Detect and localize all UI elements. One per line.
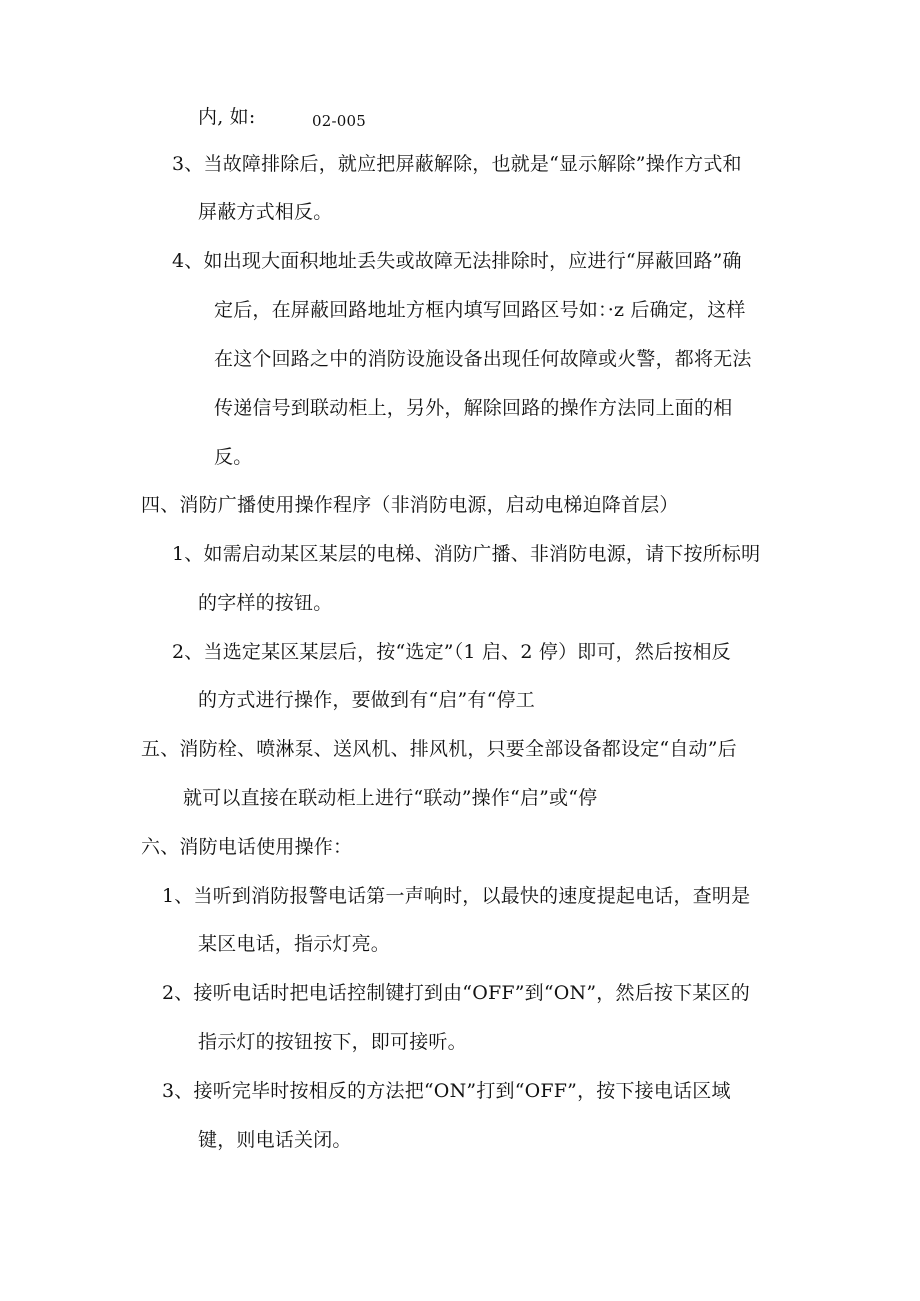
text-line-18: 某区电话，指示灯亮。: [198, 933, 391, 955]
text-line-1-label: 内, 如:: [198, 106, 256, 128]
text-line-9: 四、消防广播使用操作程序（非消防电源，启动电梯迫降首层）: [141, 494, 679, 516]
text-line-3: 屏蔽方式相反。: [198, 201, 333, 223]
text-line-22: 键，则电话关闭。: [198, 1129, 352, 1151]
text-line-6: 在这个回路之中的消防设施设备出现任何故障或火警，都将无法: [214, 348, 752, 370]
text-line-8: 反。: [214, 446, 253, 468]
text-line-13: 的方式进行操作，要做到有“启”有“停工: [198, 689, 535, 711]
text-line-19: 2、接听电话时把电话控制键打到由“OFF”到“ON”，然后按下某区的: [162, 982, 750, 1004]
text-line-21: 3、接听完毕时按相反的方法把“ON”打到“OFF”，按下接电话区域: [162, 1080, 731, 1102]
text-line-20: 指示灯的按钮按下，即可接听。: [198, 1031, 467, 1053]
text-line-5: 定后，在屏蔽回路地址方框内填写回路区号如：·z 后确定，这样: [214, 299, 746, 321]
text-line-17: 1、当听到消防报警电话第一声响时，以最快的速度提起电话，查明是: [162, 885, 751, 907]
text-line-7: 传递信号到联动柜上，另外，解除回路的操作方法同上面的相: [214, 397, 733, 419]
text-line-2: 3、当故障排除后，就应把屏蔽解除，也就是“显示解除”操作方式和: [172, 153, 742, 175]
text-line-10: 1、如需启动某区某层的电梯、消防广播、非消防电源，请下按所标明: [172, 543, 761, 565]
text-line-11: 的字样的按钮。: [198, 592, 333, 614]
text-line-12: 2、当选定某区某层后，按“选定”（1 启、2 停）即可，然后按相反: [172, 641, 731, 663]
text-line-14: 五、消防栓、喷淋泵、送风机、排风机，只要全部设备都设定“自动”后: [141, 738, 737, 760]
text-line-15: 就可以直接在联动柜上进行“联动”操作“启”或“停: [183, 787, 598, 809]
text-line-1: [198, 105, 255, 129]
text-line-16: 六、消防电话使用操作：: [141, 836, 353, 858]
code-text: 02-005: [312, 112, 366, 130]
text-line-4: 4、如出现大面积地址丢失或故障无法排除时，应进行“屏蔽回路”确: [172, 250, 742, 272]
